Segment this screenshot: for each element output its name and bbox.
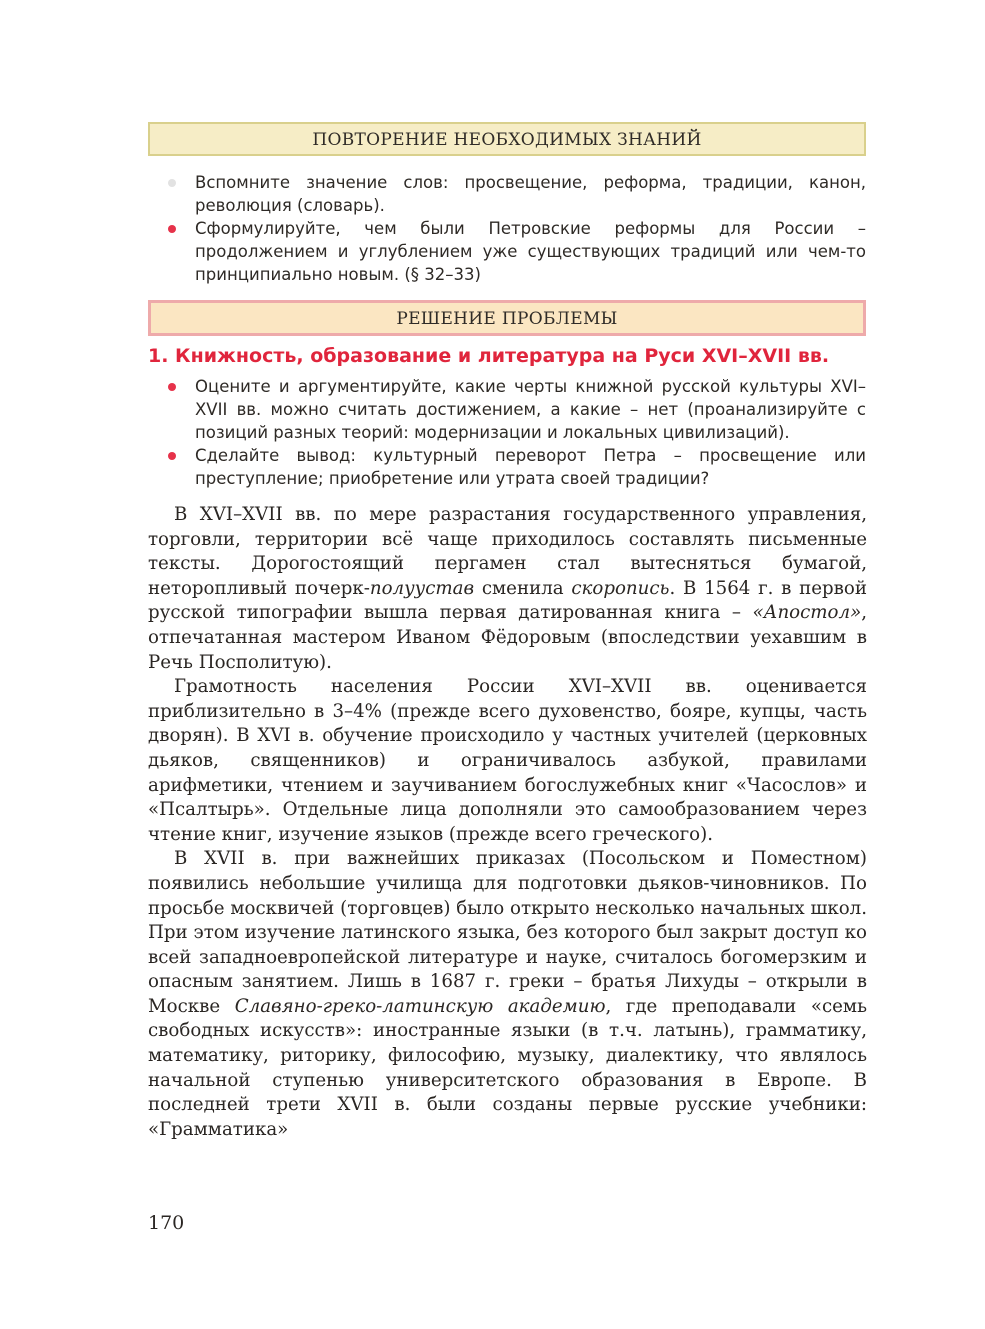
list-item-text: Вспомните значение слов: просвещение, реформа, традиции, канон, революция (словарь). <box>195 173 866 215</box>
italic-term: полуустав <box>369 577 475 599</box>
italic-term: «Апостол» <box>752 602 862 624</box>
text-run: . В 1564 г. в первой русской типографии вышла первая датированная книга – <box>148 577 867 624</box>
italic-term: скоропись <box>571 577 670 599</box>
bullet-icon <box>168 452 176 460</box>
text-run: В XVI–XVII вв. по мере разрастания государственного управления, торговли, территории всё чаще приходилось составлять письменные тексты. Дорогостоящий пергамен стал вытесняться бумагой, неторопливый почерк- <box>148 504 867 599</box>
paragraph-3 <box>148 847 867 1142</box>
text-run: , отпечатанная мастером Иваном Фёдоровым (впоследствии уехавшим в Речь Посполитую). <box>148 602 867 673</box>
paragraph-1 <box>148 503 867 675</box>
list-item-text: Сформулируйте, чем были Петровские реформы для России – продолжением и углублением уже существующих традиций или чем-то принципиально новым. (§ 32–33) <box>195 219 866 284</box>
text-run: В XVII в. при важнейших приказах (Посольском и Поместном) появились небольшие училища для подготовки дьяков-чиновников. По просьбе москвичей (торговцев) было открыто несколько начальных школ. При этом изучение латинского языка, без которого был закрыт доступ ко всей западноевропейской литературе и науке, считалось богомерзким и опасным занятием. Лишь в 1687 г. греки – братья Лихуды – открыли в Москве <box>148 848 867 1017</box>
bullet-icon <box>168 225 176 233</box>
bullet-icon <box>168 179 176 187</box>
list-item <box>166 375 866 444</box>
review-list <box>166 171 866 286</box>
list-item <box>166 444 866 490</box>
body-text <box>148 503 867 1142</box>
text-run: , где преподавали «семь свободных искусств»: иностранные языки (в т.ч. латынь), грамматику, математику, риторику, философию, музыку, диалектику, что являлось начальной ступенью университетского образования в Европе. В последней трети XVII в. были созданы первые русские учебники: «Грамматика» <box>148 995 867 1140</box>
list-item-text: Оцените и аргументируйте, какие черты книжной русской культуры XVI–XVII вв. можно считать достижением, а какие – нет (проанализируйте с позиций разных теорий: модернизации и локальных цивилизаций). <box>195 377 866 442</box>
text-run: сменила <box>474 577 572 599</box>
problem-heading: РЕШЕНИЕ ПРОБЛЕМЫ <box>148 300 866 336</box>
list-item-text: Сделайте вывод: культурный переворот Петра – просвещение или преступление; приобретение или утрата своей традиции? <box>195 446 866 488</box>
problem-list <box>166 375 866 490</box>
bullet-icon <box>168 383 176 391</box>
section-title: 1. Книжность, образование и литература на Руси XVI–XVII вв. <box>148 345 830 367</box>
list-item <box>166 171 866 217</box>
review-heading: ПОВТОРЕНИЕ НЕОБХОДИМЫХ ЗНАНИЙ <box>148 122 866 156</box>
paragraph-2: Грамотность населения России XVI–XVII вв. оценивается приблизительно в 3–4% (прежде всего духовенство, бояре, купцы, часть дворян). В XVI в. обучение происходило у частных учителей (церковных дьяков, священников) и ограничивалось азбукой, правилами арифметики, чтением и заучиванием богослужебных книг «Часослов» и «Псалтырь». Отдельные лица дополняли это самообразованием через чтение книг, изучение языков (прежде всего греческого). <box>148 676 867 845</box>
italic-term: Славяно-греко-латинскую академию <box>234 995 606 1017</box>
page-number: 170 <box>148 1212 185 1234</box>
list-item <box>166 217 866 286</box>
